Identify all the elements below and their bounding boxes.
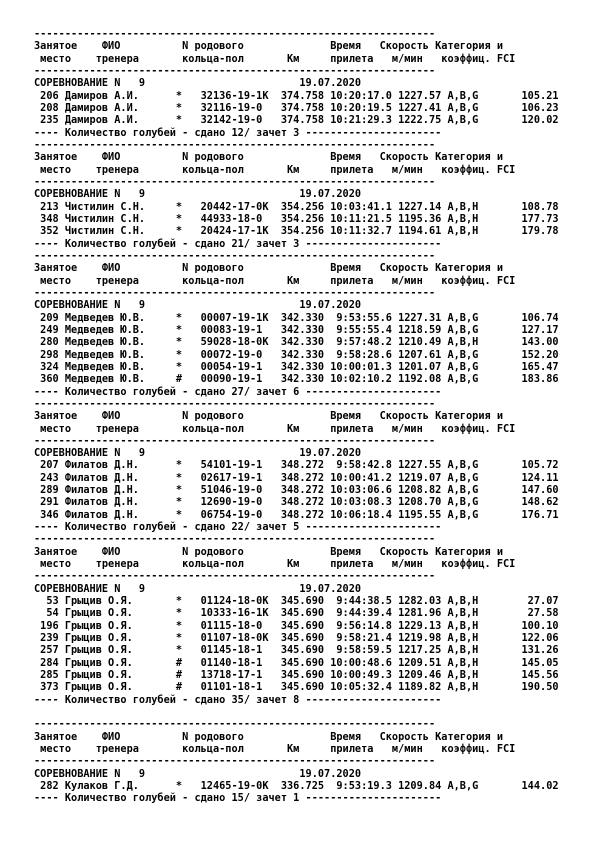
- separator-line: -----------------------------------------------------------------: [34, 434, 436, 447]
- summary-line: ---- Количество голубей - сдано 27/ зачет 6 ----------------------: [34, 385, 442, 398]
- table-row: 54 Грыцив О.Я. * 10333-16-1К 345.690 9:44:39.4 1281.96 A,B,H 27.58: [34, 607, 559, 620]
- separator-line: -----------------------------------------------------------------: [34, 718, 436, 731]
- table-row: 243 Филатов Д.Н. * 02617-19-1 348.272 10:00:41.2 1219.07 A,B,G 124.11: [34, 471, 559, 484]
- table-row: 282 Кулаков Г.Д. * 12465-19-0К 336.725 9:53:19.3 1209.84 A,B,G 144.02: [34, 780, 559, 793]
- table-header-line: Занятое ФИО N родового Время Скорость Категория и: [34, 151, 503, 164]
- separator-line: -----------------------------------------------------------------: [34, 533, 436, 546]
- table-header-line: место тренера кольца-пол Км прилета м/мин коэффиц. FCI: [34, 274, 516, 287]
- competition-line: СОРЕВНОВАНИЕ N 9 19.07.2020: [34, 767, 362, 780]
- summary-line: ---- Количество голубей - сдано 22/ зачет 5 ----------------------: [34, 521, 442, 534]
- separator-line: -----------------------------------------------------------------: [34, 570, 436, 583]
- table-header-line: место тренера кольца-пол Км прилета м/мин коэффиц. FCI: [34, 163, 516, 176]
- table-row: 348 Чистилин С.Н. * 44933-18-0 354.256 10:11:21.5 1195.36 A,B,H 177.73: [34, 212, 559, 225]
- blank-line: [34, 706, 559, 718]
- table-row: 360 Медведев Ю.В. # 00090-19-1 342.330 10:02:10.2 1192.08 A,B,G 183.86: [34, 373, 559, 386]
- separator-line: -----------------------------------------------------------------: [34, 138, 436, 151]
- table-row: 206 Дамиров А.И. * 32136-19-1К 374.758 10:20:17.0 1227.57 A,B,G 105.21: [34, 89, 559, 102]
- table-row: 346 Филатов Д.Н. * 06754-19-0 348.272 10:06:18.4 1195.55 A,B,G 176.71: [34, 508, 559, 521]
- table-row: 373 Грыцив О.Я. # 01101-18-1 345.690 10:05:32.4 1189.82 A,B,H 190.50: [34, 681, 559, 694]
- table-row: 291 Филатов Д.Н. * 12690-19-0 348.272 10:03:08.3 1208.70 A,B,G 148.62: [34, 496, 559, 509]
- table-row: 239 Грыцив О.Я. * 01107-18-0К 345.690 9:58:21.4 1219.98 A,B,H 122.06: [34, 632, 559, 645]
- table-header-line: место тренера кольца-пол Км прилета м/мин коэффиц. FCI: [34, 743, 516, 756]
- table-row: 53 Грыцив О.Я. * 01124-18-0К 345.690 9:44:38.5 1282.03 A,B,H 27.07: [34, 595, 559, 608]
- table-row: 208 Дамиров А.И. * 32116-19-0 374.758 10:20:19.5 1227.41 A,B,G 106.23: [34, 101, 559, 114]
- summary-line: ---- Количество голубей - сдано 35/ зачет 8 ----------------------: [34, 693, 442, 706]
- summary-line: ---- Количество голубей - сдано 15/ зачет 1 ----------------------: [34, 792, 442, 805]
- table-row: 285 Грыцив О.Я. # 13718-17-1 345.690 10:00:49.3 1209.46 A,B,H 145.56: [34, 669, 559, 682]
- table-row: 209 Медведев Ю.В. * 00007-19-1К 342.330 9:53:55.6 1227.31 A,B,G 106.74: [34, 311, 559, 324]
- competition-line: СОРЕВНОВАНИЕ N 9 19.07.2020: [34, 188, 362, 201]
- table-header-line: Занятое ФИО N родового Время Скорость Категория и: [34, 262, 503, 275]
- table-row: 324 Медведев Ю.В. * 00054-19-1 342.330 10:00:01.3 1201.07 A,B,G 165.47: [34, 360, 559, 373]
- table-row: 213 Чистилин С.Н. * 20442-17-0К 354.256 10:03:41.1 1227.14 A,B,H 108.78: [34, 200, 559, 213]
- table-header-line: Занятое ФИО N родового Время Скорость Категория и: [34, 40, 503, 53]
- separator-line: -----------------------------------------------------------------: [34, 286, 436, 299]
- table-row: 298 Медведев Ю.В. * 00072-19-0 342.330 9:58:28.6 1207.61 A,B,G 152.20: [34, 348, 559, 361]
- separator-line: -----------------------------------------------------------------: [34, 28, 436, 40]
- table-row: 249 Медведев Ю.В. * 00083-19-1 342.330 9:55:55.4 1218.59 A,B,G 127.17: [34, 323, 559, 336]
- separator-line: -----------------------------------------------------------------: [34, 249, 436, 262]
- table-header-line: Занятое ФИО N родового Время Скорость Категория и: [34, 730, 503, 743]
- table-row: 284 Грыцив О.Я. # 01140-18-1 345.690 10:00:48.6 1209.51 A,B,H 145.05: [34, 656, 559, 669]
- separator-line: -----------------------------------------------------------------: [34, 175, 436, 188]
- competition-line: СОРЕВНОВАНИЕ N 9 19.07.2020: [34, 299, 362, 312]
- table-row: 289 Филатов Д.Н. * 51046-19-0 348.272 10:03:06.6 1208.82 A,B,G 147.60: [34, 484, 559, 497]
- table-header-line: Занятое ФИО N родового Время Скорость Категория и: [34, 545, 503, 558]
- competition-line: СОРЕВНОВАНИЕ N 9 19.07.2020: [34, 77, 362, 90]
- table-row: 280 Медведев Ю.В. * 59028-18-0К 342.330 9:57:48.2 1210.49 A,B,H 143.00: [34, 336, 559, 349]
- separator-line: -----------------------------------------------------------------: [34, 64, 436, 77]
- separator-line: -----------------------------------------------------------------: [34, 755, 436, 768]
- table-row: 352 Чистилин С.Н. * 20424-17-1К 354.256 10:11:32.7 1194.61 A,B,H 179.78: [34, 225, 559, 238]
- table-header-line: место тренера кольца-пол Км прилета м/мин коэффиц. FCI: [34, 422, 516, 435]
- summary-line: ---- Количество голубей - сдано 21/ зачет 3 ----------------------: [34, 237, 442, 250]
- table-row: 196 Грыцив О.Я. * 01115-18-0 345.690 9:56:14.8 1229.13 A,B,H 100.10: [34, 619, 559, 632]
- table-row: 207 Филатов Д.Н. * 54101-19-1 348.272 9:58:42.8 1227.55 A,B,G 105.72: [34, 459, 559, 472]
- table-header-line: Занятое ФИО N родового Время Скорость Категория и: [34, 410, 503, 423]
- table-row: 257 Грыцив О.Я. * 01145-18-1 345.690 9:58:59.5 1217.25 A,B,H 131.26: [34, 644, 559, 657]
- table-row: 235 Дамиров А.И. * 32142-19-0 374.758 10:21:29.3 1222.75 A,B,G 120.02: [34, 114, 559, 127]
- results-document: [34, 28, 559, 805]
- competition-line: СОРЕВНОВАНИЕ N 9 19.07.2020: [34, 447, 362, 460]
- table-header-line: место тренера кольца-пол Км прилета м/мин коэффиц. FCI: [34, 52, 516, 65]
- table-header-line: место тренера кольца-пол Км прилета м/мин коэффиц. FCI: [34, 558, 516, 571]
- separator-line: -----------------------------------------------------------------: [34, 397, 436, 410]
- competition-line: СОРЕВНОВАНИЕ N 9 19.07.2020: [34, 582, 362, 595]
- summary-line: ---- Количество голубей - сдано 12/ зачет 3 ----------------------: [34, 126, 442, 139]
